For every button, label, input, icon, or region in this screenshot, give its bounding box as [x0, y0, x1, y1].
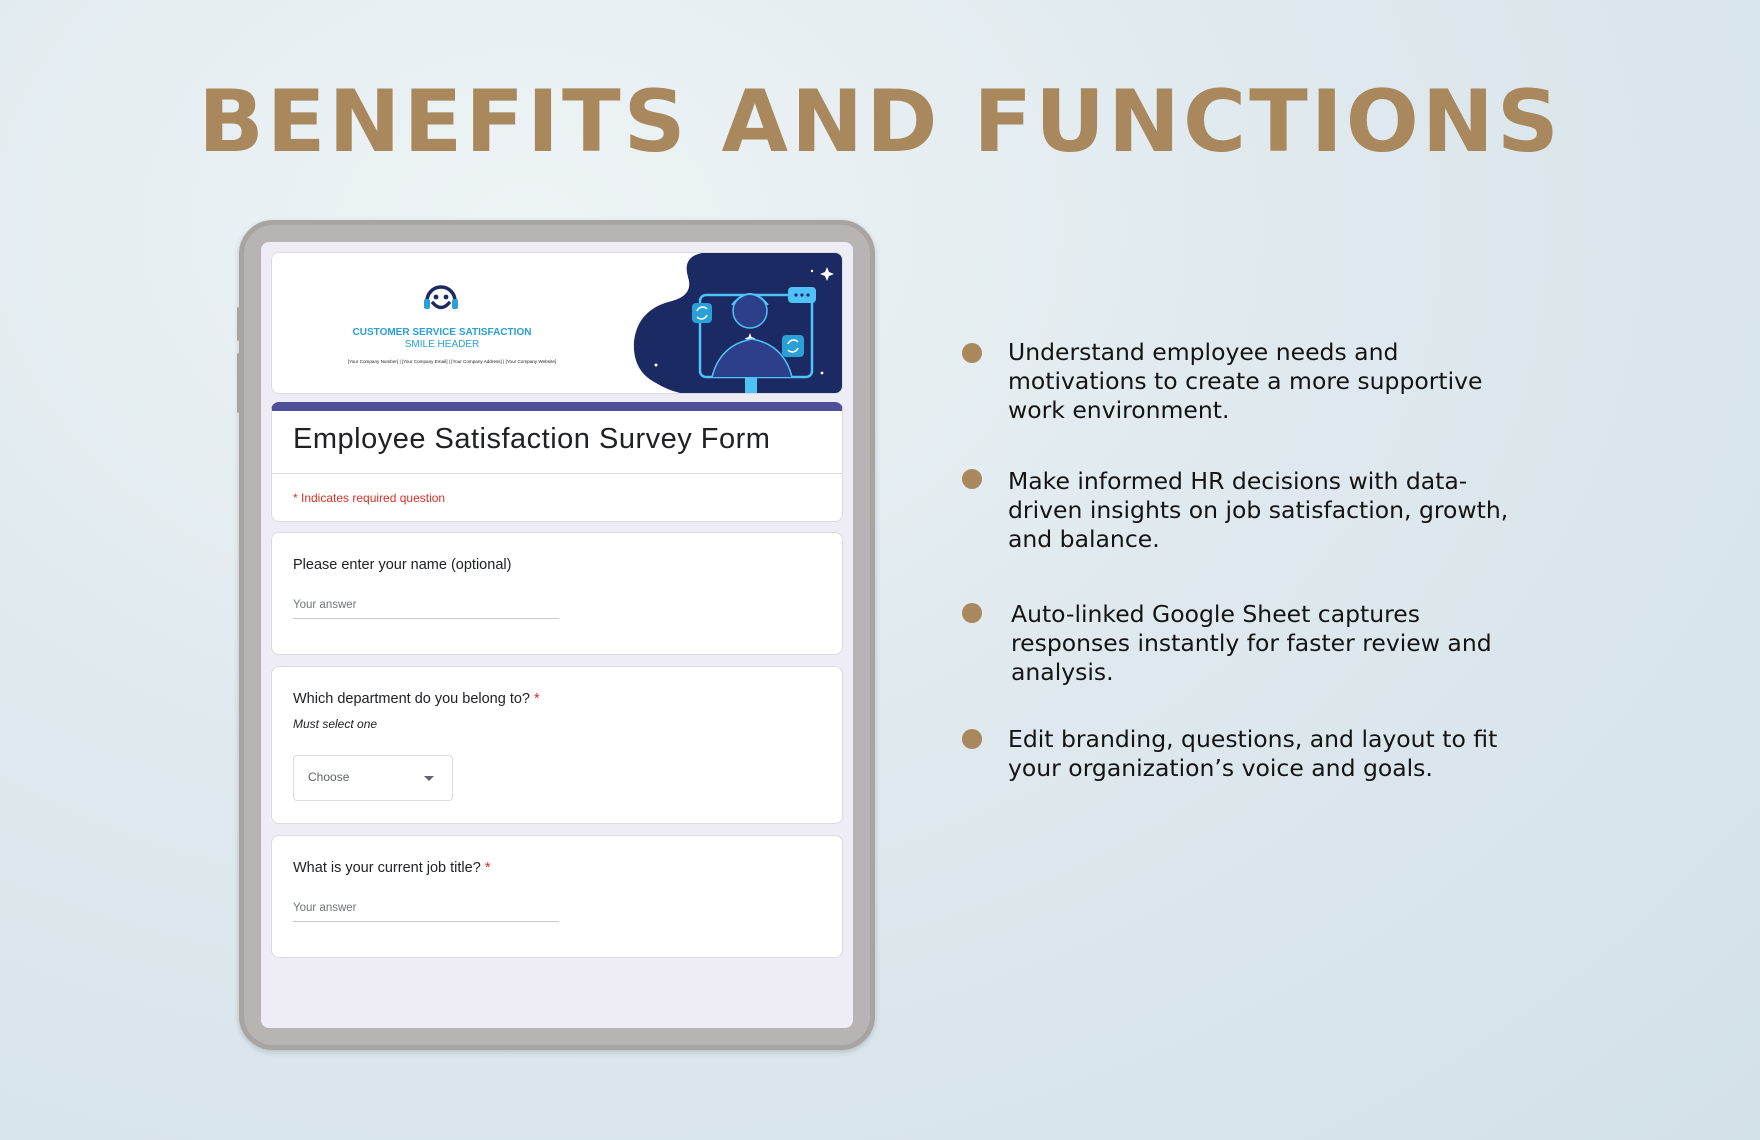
name-answer-input[interactable]: Your answer: [293, 595, 559, 619]
tablet-device: [239, 220, 875, 1050]
brand-subtitle: SMILE HEADER: [404, 339, 480, 350]
required-note: * Indicates required question: [293, 491, 446, 505]
tablet-volume-down-button: [237, 353, 242, 413]
question-label-text: Which department do you belong to?: [293, 691, 530, 707]
form-title: Employee Satisfaction Survey Form: [293, 423, 771, 455]
brand-title: CUSTOMER SERVICE SATISFACTION: [352, 327, 532, 338]
support-agent-illustration: [632, 253, 843, 394]
tablet-screen: [261, 242, 853, 1028]
form-header-banner: [271, 252, 843, 394]
question-label-text: What is your current job title?: [293, 860, 481, 876]
question-card-department: [271, 666, 843, 824]
form-title-card: [271, 402, 843, 522]
smile-headset-icon: [420, 279, 462, 321]
benefit-text: Understand employee needs and motivations to create a more supportive work environment.: [1008, 338, 1483, 424]
question-label: Please enter your name (optional): [293, 557, 512, 573]
question-label: [293, 691, 540, 707]
question-label: [293, 860, 490, 876]
page-title: BENEFITS AND FUNCTIONS: [198, 72, 1562, 172]
title-divider: [272, 473, 842, 474]
bullet-dot-icon: [962, 343, 982, 363]
tablet-volume-up-button: [237, 307, 242, 341]
required-star: *: [484, 860, 491, 876]
bullet-dot-icon: [962, 469, 982, 489]
job-title-answer-input[interactable]: Your answer: [293, 898, 559, 922]
question-card-name: [271, 532, 843, 655]
benefit-text: Edit branding, questions, and layout to fit your organization’s voice and goals.: [1008, 725, 1498, 782]
required-star: *: [534, 691, 540, 707]
department-dropdown[interactable]: [293, 755, 453, 801]
question-hint: Must select one: [293, 717, 378, 731]
dropdown-value: Choose: [308, 770, 350, 784]
caret-down-icon: [424, 776, 434, 781]
question-card-job-title: [271, 835, 843, 958]
bullet-dot-icon: [962, 603, 982, 623]
benefit-text: Auto-linked Google Sheet captures responses instantly for faster review and analysis.: [1011, 600, 1492, 686]
bullet-dot-icon: [962, 729, 982, 749]
brand-contact-line: [Your Company Number] | [Your Company Email] | [Your Company Address] | [Your Company Website]: [347, 359, 557, 364]
benefit-text: Make informed HR decisions with data-driven insights on job satisfaction, growth, and balance.: [1008, 467, 1509, 553]
header-branding: [272, 253, 632, 394]
